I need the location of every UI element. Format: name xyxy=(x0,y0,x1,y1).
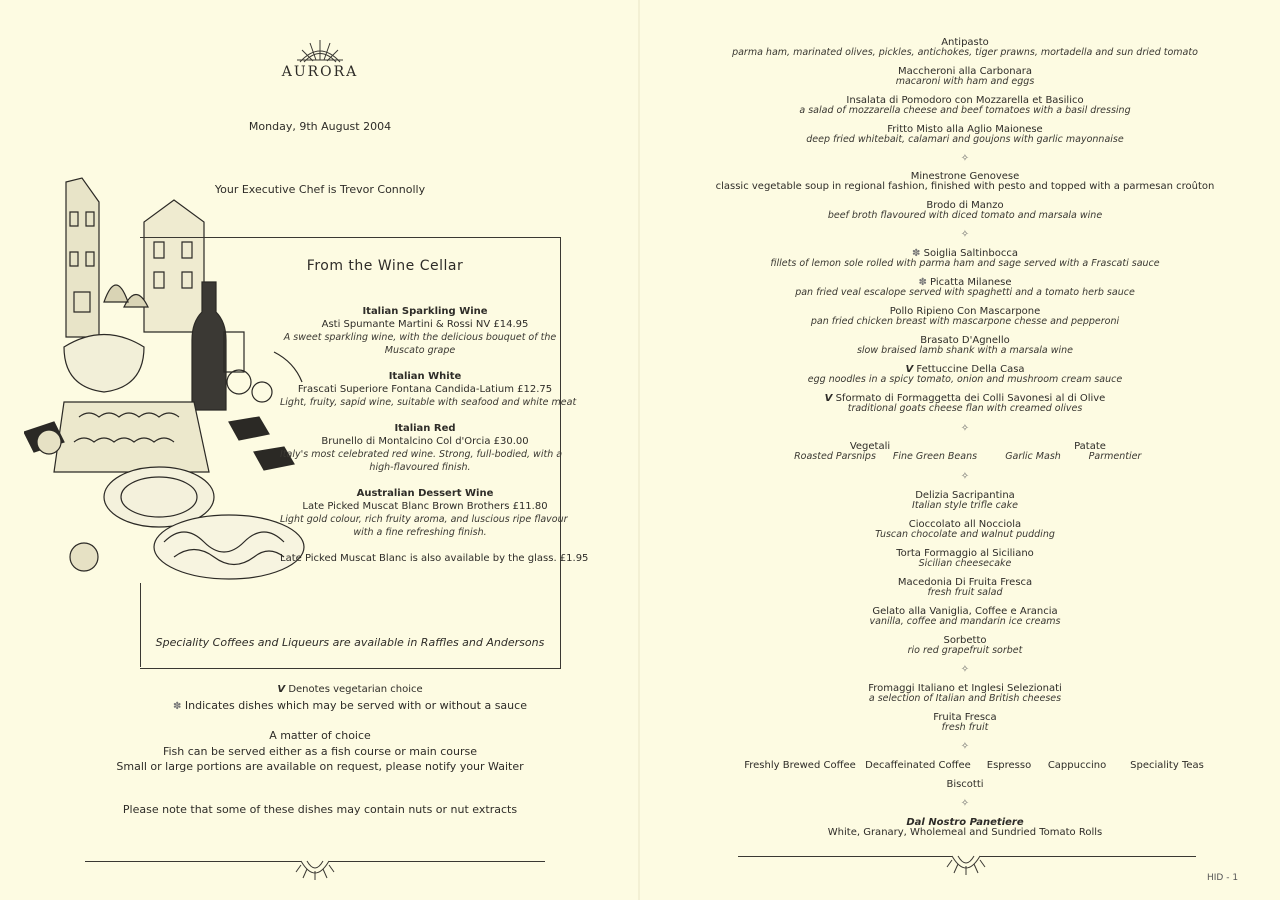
dish-description: beef broth flavoured with diced tomato and marsala wine xyxy=(827,210,1103,221)
side-dish: Garlic Mash xyxy=(1005,451,1061,462)
dish-description: fresh fruit xyxy=(941,722,989,733)
separator-icon: ✧ xyxy=(960,423,970,434)
dish-description: a selection of Italian and British cheeses xyxy=(868,693,1062,704)
dish-description: pan fried veal escalope served with spaghetti and a tomato herb sauce xyxy=(795,287,1135,298)
dish-name: Sorbetto xyxy=(943,635,987,646)
wine-line: Brunello di Montalcino Col d'Orcia £30.00 xyxy=(321,436,529,447)
wine-heading: Italian Red xyxy=(394,423,456,434)
veg-key xyxy=(140,684,560,695)
dish-description: fresh fruit salad xyxy=(927,587,1003,598)
wine-cellar-title: From the Wine Cellar xyxy=(306,258,464,274)
dish-description: Tuscan chocolate and walnut pudding xyxy=(875,529,1055,540)
choice-line: Small or large portions are available on request, please notify your Waiter xyxy=(116,760,524,773)
wine-description: Muscato grape xyxy=(384,345,456,356)
sauce-symbol-icon: ✽ xyxy=(912,248,921,259)
dish-name: Fromaggi Italiano et Inglesi Selezionati xyxy=(868,683,1062,694)
choice-line: Fish can be served either as a fish course or main course xyxy=(162,745,478,758)
wine-heading: Italian Sparkling Wine xyxy=(362,306,488,317)
wine-line: Frascati Superiore Fontana Candida-Latium £12.75 xyxy=(297,384,553,395)
sauce-symbol-icon: ✽ xyxy=(173,701,182,712)
sauce-key xyxy=(140,699,560,712)
dish-name: Maccheroni alla Carbonara xyxy=(898,66,1032,77)
brand-name: AURORA xyxy=(281,64,359,80)
sun-ornament-icon xyxy=(946,854,986,876)
dish-description: parma ham, marinated olives, pickles, antichokes, tiger prawns, mortadella and sun dried tomato xyxy=(732,47,1198,58)
chef-line: Your Executive Chef is Trevor Connolly xyxy=(214,183,426,196)
dish-name: Insalata di Pomodoro con Mozzarella et Basilico xyxy=(846,95,1084,106)
dish-description: classic vegetable soup in regional fashion, finished with pesto and topped with a parmesan croûton xyxy=(715,181,1215,192)
dish-name: Fritto Misto alla Aglio Maionese xyxy=(887,124,1043,135)
dish-name: Brasato D'Agnello xyxy=(920,335,1010,346)
wine-line: Late Picked Muscat Blanc Brown Brothers £11.80 xyxy=(302,501,548,512)
wine-description: high-flavoured finish. xyxy=(369,462,471,473)
separator-icon: ✧ xyxy=(960,153,970,164)
dish-description: macaroni with ham and eggs xyxy=(895,76,1035,87)
bread-heading: Dal Nostro Panetiere xyxy=(906,817,1024,828)
bread-description: White, Granary, Wholemeal and Sundried Tomato Rolls xyxy=(827,827,1103,838)
veg-symbol: V xyxy=(824,393,833,404)
side-dish: Parmentier xyxy=(1088,451,1142,462)
wine-heading: Australian Dessert Wine xyxy=(356,488,494,499)
wine-description: A sweet sparkling wine, with the delicious bouquet of the xyxy=(283,332,557,343)
coffee-liqueurs-note: Speciality Coffees and Liqueurs are available in Raffles and Andersons xyxy=(155,636,545,649)
menu-date: Monday, 9th August 2004 xyxy=(248,120,392,133)
dish-description: rio red grapefruit sorbet xyxy=(907,645,1023,656)
dish-name: Gelato alla Vaniglia, Coffee e Arancia xyxy=(872,606,1058,617)
dish-description: Italian style trifle cake xyxy=(912,500,1018,511)
separator-icon: ✧ xyxy=(960,471,970,482)
dish-name: Antipasto xyxy=(941,37,989,48)
sun-ornament-icon xyxy=(295,859,335,881)
wine-description: with a fine refreshing finish. xyxy=(353,527,487,538)
sun-logo-icon xyxy=(295,38,345,66)
drink-item: Speciality Teas xyxy=(1130,760,1204,771)
wine-description: Light, fruity, sapid wine, suitable with seafood and white meat xyxy=(280,397,577,408)
veg-symbol: V xyxy=(277,684,286,695)
dish-name: V Sformato di Formaggetta dei Colli Savonesi al di Olive xyxy=(824,393,1106,404)
biscotti: Biscotti xyxy=(946,779,984,790)
vegetables-heading: Vegetali xyxy=(849,441,891,452)
choice-title: A matter of choice xyxy=(269,729,371,742)
dish-description: slow braised lamb shank with a marsala wine xyxy=(856,345,1074,356)
dish-name: Macedonia Di Fruita Fresca xyxy=(897,577,1033,588)
dish-description: deep fried whitebait, calamari and goujons with garlic mayonnaise xyxy=(806,134,1124,145)
document-code: HID - 1 xyxy=(1207,873,1239,883)
dish-description: egg noodles in a spicy tomato, onion and mushroom cream sauce xyxy=(807,374,1123,385)
wine-description: Light gold colour, rich fruity aroma, and luscious ripe flavour xyxy=(280,514,568,525)
wine-heading: Italian White xyxy=(388,371,462,382)
dish-name: Minestrone Genovese xyxy=(910,171,1020,182)
dish-description: fillets of lemon sole rolled with parma ham and sage served with a Frascati sauce xyxy=(770,258,1160,269)
dish-name: V Fettuccine Della Casa xyxy=(905,364,1025,375)
dish-description: traditional goats cheese flan with creamed olives xyxy=(847,403,1083,414)
separator-icon: ✧ xyxy=(960,798,970,809)
drink-item: Decaffeinated Coffee xyxy=(865,760,971,771)
separator-icon: ✧ xyxy=(960,664,970,675)
dish-name: Delizia Sacripantina xyxy=(915,490,1015,501)
dish-name: ✽ Soiglia Saltinbocca xyxy=(912,248,1018,259)
veg-symbol: V xyxy=(905,364,914,375)
drink-item: Freshly Brewed Coffee xyxy=(744,760,856,771)
nuts-note: Please note that some of these dishes may contain nuts or nut extracts xyxy=(122,803,518,816)
drink-item: Cappuccino xyxy=(1047,760,1107,771)
sauce-key-text: Indicates dishes which may be served with or without a sauce xyxy=(184,699,527,712)
sauce-symbol-icon: ✽ xyxy=(918,277,927,288)
dish-name: Pollo Ripieno Con Mascarpone xyxy=(889,306,1041,317)
frame-left-edge xyxy=(140,583,141,667)
dish-description: a salad of mozzarella cheese and beef tomatoes with a basil dressing xyxy=(799,105,1131,116)
veg-key-text: Denotes vegetarian choice xyxy=(288,684,423,695)
wine-description: Italy's most celebrated red wine. Strong, full-bodied, with a xyxy=(280,449,563,460)
right-page xyxy=(640,0,1280,900)
side-dish: Roasted Parsnips xyxy=(794,451,876,462)
dish-name: Fruita Fresca xyxy=(933,712,997,723)
dish-name: ✽ Picatta Milanese xyxy=(918,277,1012,288)
drink-item: Espresso xyxy=(986,760,1032,771)
side-dish: Fine Green Beans xyxy=(892,451,978,462)
dish-description: pan fried chicken breast with mascarpone chesse and pepperoni xyxy=(810,316,1120,327)
dish-name: Torta Formaggio al Siciliano xyxy=(896,548,1034,559)
separator-icon: ✧ xyxy=(960,229,970,240)
wine-line: Asti Spumante Martini & Rossi NV £14.95 xyxy=(321,319,529,330)
dish-name: Cioccolato all Nocciola xyxy=(908,519,1022,530)
dish-name: Brodo di Manzo xyxy=(926,200,1004,211)
by-glass-note: Late Picked Muscat Blanc is also available by the glass. £1.95 xyxy=(280,553,589,564)
dish-description: vanilla, coffee and mandarin ice creams xyxy=(869,616,1061,627)
dish-description: Sicilian cheesecake xyxy=(918,558,1012,569)
potatoes-heading: Patate xyxy=(1074,441,1106,452)
separator-icon: ✧ xyxy=(960,741,970,752)
